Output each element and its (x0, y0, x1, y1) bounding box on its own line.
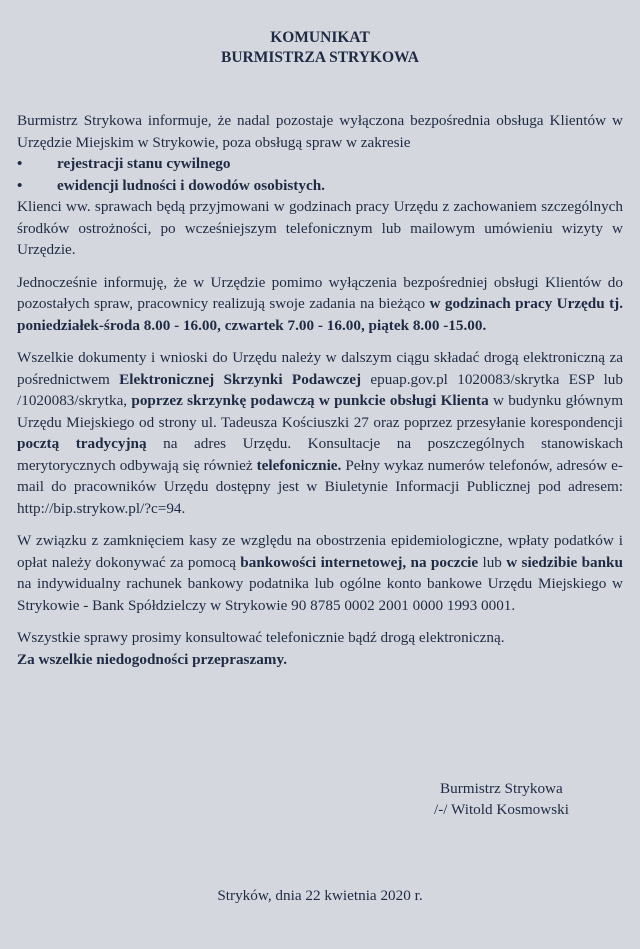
bold-span: poprzez skrzynkę podawczą w punkcie obsługi Klienta (131, 392, 489, 409)
bold-span: w siedzibie banku (506, 553, 623, 571)
paragraph-4 (17, 530, 623, 616)
paragraph-2 (17, 272, 623, 337)
bold-span: bankowości internetowej, na poczcie (240, 553, 479, 571)
bullet-text: ewidencji ludności i dowodów osobistych. (57, 176, 325, 194)
text-span: epuap.gov.pl 1020083/skrytka ESP lub /1020083/skrytka, (17, 370, 623, 409)
text-span: Wszelkie dokumenty i wnioski do Urzędu należy w dalszym ciągu składać drogą elektroniczną za pośrednictwem (17, 349, 623, 388)
apology-text: Za wszelkie niedogodności przepraszamy. (17, 650, 287, 668)
document-body (17, 110, 623, 670)
text-span: w budynku głównym Urzędu Miejskiego od strony ul. Tadeusza Kościuszki 27 oraz poprzez przesyłanie korespondencji (17, 392, 624, 431)
text-span: W związku z zamknięciem kasy ze względu na obostrzenia epidemiologiczne, wpłaty podatków i opłat należy dokonywać za pomocą (17, 532, 623, 571)
bullet-item (17, 153, 623, 175)
title-line-1: KOMUNIKAT (270, 29, 370, 46)
text-span: na adres Urzędu. Konsultacje na poszczególnych stanowiskach merytorycznych odbywają się również (17, 435, 623, 474)
text-span: Pełny wykaz numerów telefonów, adresów e-mail do pracowników Urzędu dostępny jest w Biuletynie Informacji Publicznej pod adresem: http://bip.strykow.pl/?c=94. (17, 456, 623, 517)
text-span: na indywidualny rachunek bankowy podatnika lub ogólne konto bankowe Urzędu Miejskiego w Strykowie - Bank Spółdzielczy w Strykowie 90 8785 0002 2001 0000 1993 0001. (17, 575, 623, 614)
document-date: Stryków, dnia 22 kwietnia 2020 r. (217, 887, 423, 904)
paragraph-3 (17, 347, 623, 519)
signature-title: Burmistrz Strykowa (440, 780, 563, 797)
document-title (17, 0, 623, 68)
bullet-item (17, 175, 623, 197)
text-span: Jednocześnie informuję, że w Urzędzie pomimo wyłączenia bezpośredniej obsługi Klientów do pozostałych spraw, pracownicy realizują swoje zadania na bieżąco (17, 273, 623, 312)
bold-span: w godzinach pracy Urzędu tj. poniedziałek-środa 8.00 - 16.00, czwartek 7.00 - 16.00, piątek 8.00 -15.00. (17, 295, 624, 334)
bullet-list (17, 153, 623, 196)
bold-span: Elektronicznej Skrzynki Podawczej (119, 370, 362, 388)
paragraph-5 (17, 627, 623, 670)
bold-span: telefonicznie. (256, 456, 342, 474)
signature-block (434, 778, 569, 820)
text-span: Wszystkie sprawy prosimy konsultować telefonicznie bądź drogą elektroniczną. (17, 629, 505, 646)
bullet-dot: • (17, 176, 23, 194)
bullet-dot: • (17, 155, 23, 172)
text-span: lub (478, 553, 507, 571)
paragraph-1-intro: Burmistrz Strykowa informuje, że nadal pozostaje wyłączona bezpośrednia obsługa Klientów w Urzędzie Miejskim w Strykowie, poza obsługą spraw w zakresie (17, 112, 623, 151)
paragraph-1-after: Klienci ww. sprawach będą przyjmowani w godzinach pracy Urzędu z zachowaniem szczególnych środków ostrożności, po wcześniejszym telefonicznym lub mailowym umówieniu wizyty w Urzędzie. (17, 198, 623, 258)
title-line-2: BURMISTRZA STRYKOWA (221, 49, 419, 66)
bold-span: pocztą tradycyjną (17, 435, 147, 452)
bullet-text: rejestracji stanu cywilnego (57, 155, 231, 172)
signature-name: /-/ Witold Kosmowski (434, 801, 569, 818)
